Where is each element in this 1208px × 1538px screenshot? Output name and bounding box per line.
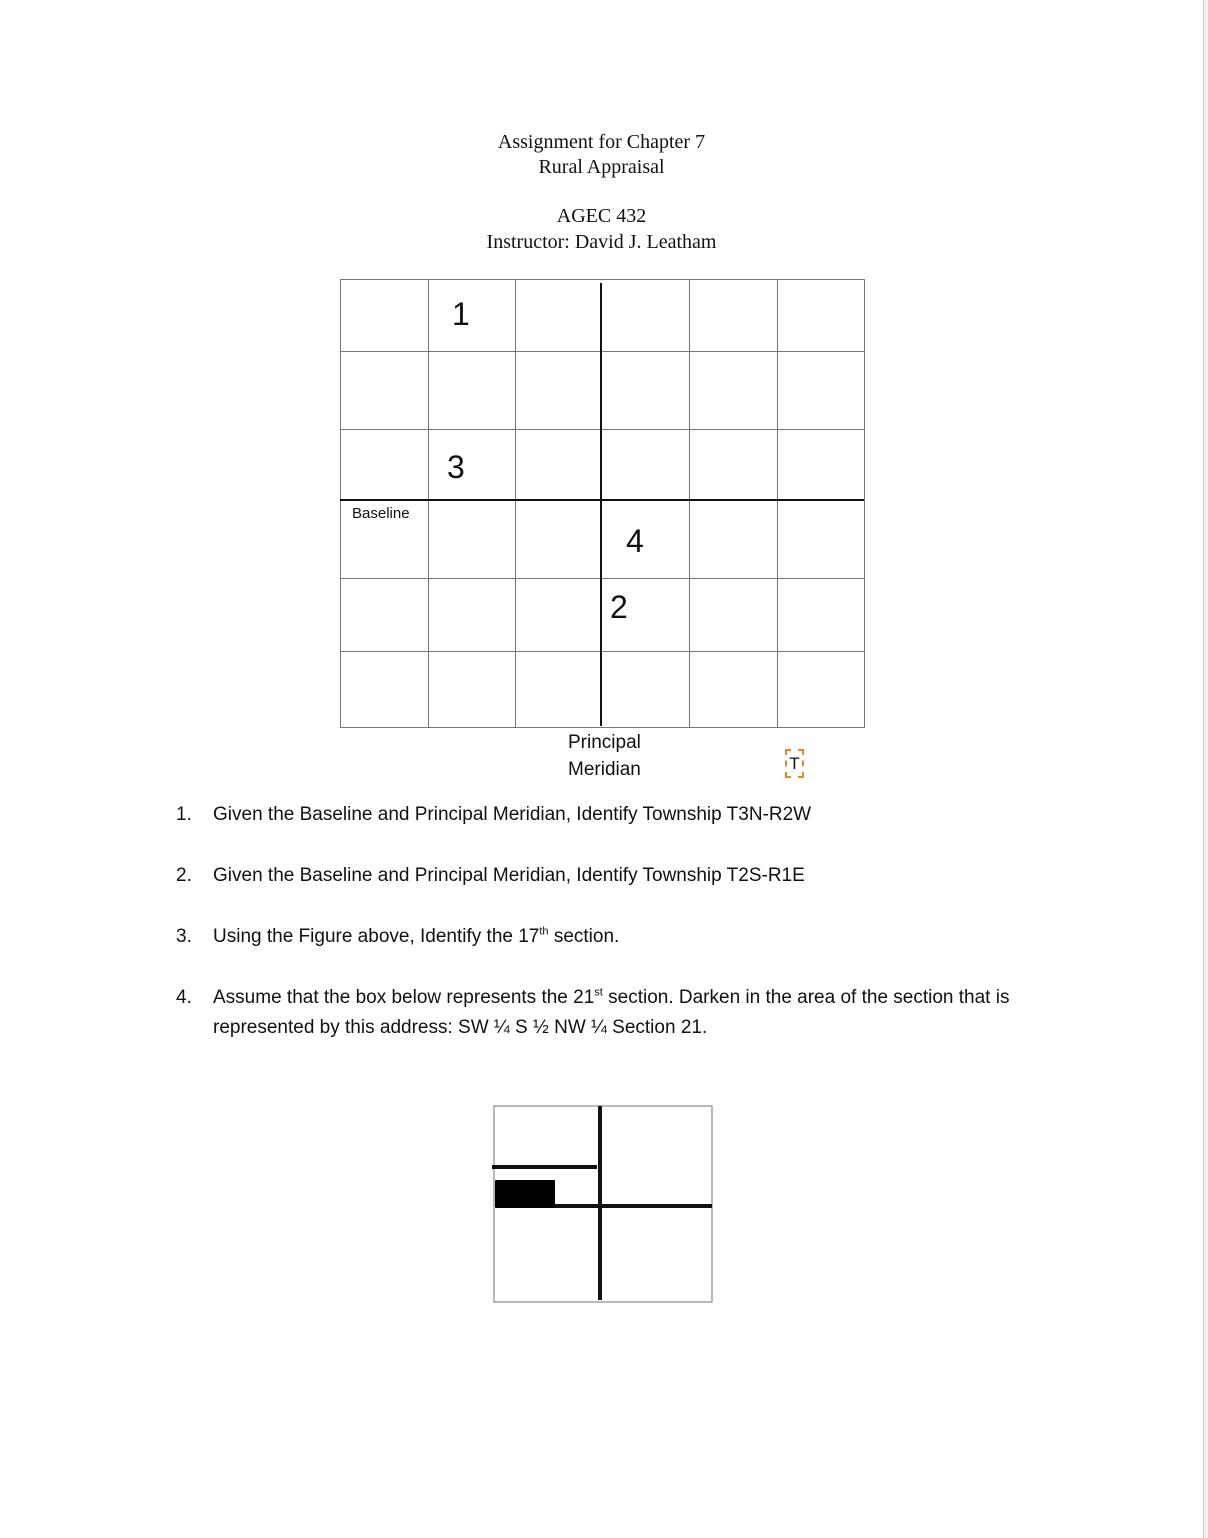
- question-text: represented by this address: SW ¼ S ½ NW ¼ Section 21.: [213, 1017, 708, 1038]
- course-code: AGEC 432: [556, 205, 647, 227]
- cell-number-2: 2: [610, 589, 628, 625]
- grid-line: [689, 279, 690, 728]
- section-21-diagram: [490, 1102, 716, 1308]
- baseline-line: [340, 499, 864, 501]
- ordinal-suffix: st: [594, 986, 603, 999]
- grid-line: [340, 279, 865, 280]
- grid-line: [340, 727, 865, 728]
- grid-line: [340, 351, 865, 352]
- cell-number-4: 4: [626, 523, 644, 559]
- cell-number-1: 1: [452, 296, 470, 332]
- question-number: 4.: [176, 987, 192, 1008]
- meridian-label-line2: Meridian: [568, 759, 641, 780]
- question-text-part: section. Darken in the area of the section that is: [602, 987, 1010, 1008]
- grid-line: [428, 279, 429, 728]
- meridian-label-line1: Principal: [568, 732, 641, 753]
- question-number: 3.: [176, 926, 192, 947]
- grid-line: [340, 578, 865, 579]
- shaded-area: [495, 1180, 555, 1208]
- question-number: 2.: [176, 865, 192, 886]
- question-text: Given the Baseline and Principal Meridian, Identify Township T2S-R1E: [213, 865, 805, 886]
- baseline-label: Baseline: [352, 505, 410, 522]
- principal-meridian-line: [600, 283, 602, 726]
- instructor-name: Instructor: David J. Leatham: [486, 231, 717, 253]
- grid-line: [515, 279, 516, 728]
- grid-line: [340, 651, 865, 652]
- ordinal-suffix: th: [539, 925, 549, 938]
- grid-line: [864, 279, 865, 728]
- cell-number-3: 3: [447, 449, 465, 485]
- assignment-title: Assignment for Chapter 7: [497, 131, 706, 153]
- question-text: [213, 922, 1073, 952]
- text-cursor-marker[interactable]: T: [785, 749, 804, 778]
- assignment-subtitle: Rural Appraisal: [538, 156, 665, 178]
- grid-line: [340, 279, 341, 728]
- question-text-part: Assume that the box below represents the 21: [213, 987, 595, 1008]
- question-text-part: Using the Figure above, Identify the 17: [213, 926, 540, 947]
- question-text: [213, 983, 1073, 1013]
- grid-line: [340, 429, 865, 430]
- question-text-part: section.: [548, 926, 620, 947]
- grid-line: [777, 279, 778, 728]
- question-text: Given the Baseline and Principal Meridian, Identify Township T3N-R2W: [213, 804, 812, 825]
- question-number: 1.: [176, 804, 192, 825]
